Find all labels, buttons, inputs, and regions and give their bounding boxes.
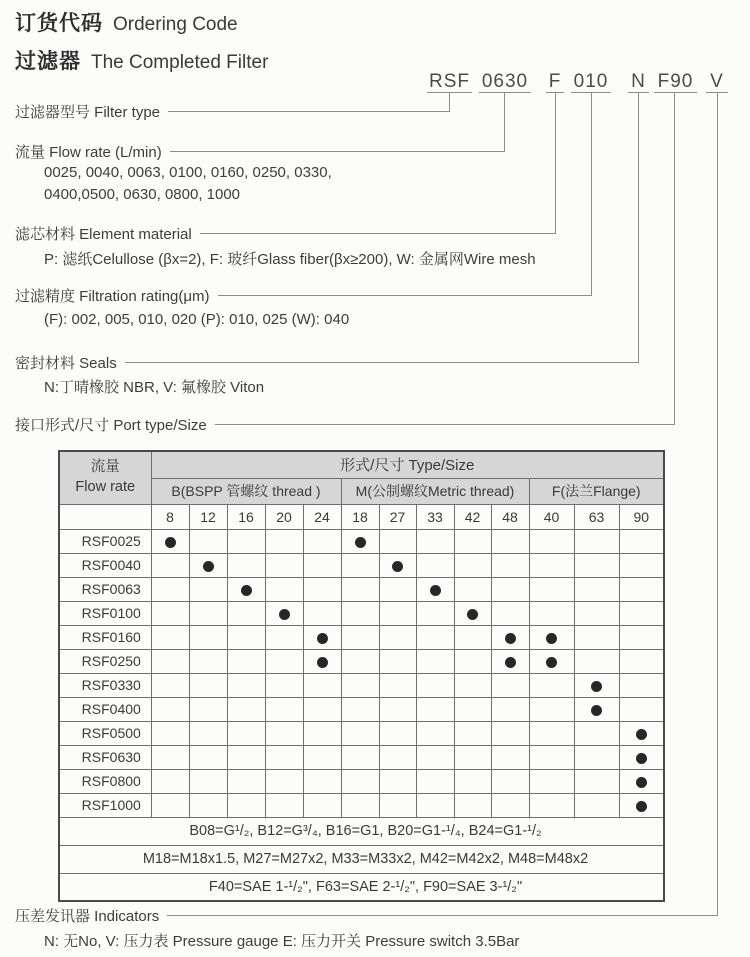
availability-cell [151,721,189,745]
size-cell: 48 [491,504,529,529]
availability-dot [317,633,328,644]
availability-cell [619,697,664,721]
availability-dot [317,657,328,668]
code-part-N: N [628,71,649,93]
availability-cell [341,745,379,769]
availability-cell [416,553,454,577]
model-cell: RSF0100 [59,601,151,625]
availability-cell [265,601,303,625]
availability-cell [265,625,303,649]
availability-cell [619,673,664,697]
availability-dot [203,561,214,572]
table-row [59,673,664,697]
availability-dot [636,753,647,764]
code-part-0630: 0630 [479,71,531,93]
availability-cell [491,769,529,793]
availability-cell [529,673,574,697]
availability-cell [619,577,664,601]
availability-cell [619,529,664,553]
availability-dot [392,561,403,572]
availability-cell [379,697,416,721]
availability-cell [227,745,265,769]
availability-cell [416,577,454,601]
availability-dot [636,729,647,740]
availability-cell [303,769,341,793]
footnote-row [59,845,664,873]
availability-cell [303,601,341,625]
availability-cell [379,577,416,601]
availability-cell [454,697,491,721]
availability-cell [189,673,227,697]
availability-cell [265,553,303,577]
flow-rate-values-line1: 0025, 0040, 0063, 0100, 0160, 0250, 0330, [44,164,332,181]
availability-cell [529,553,574,577]
availability-cell [529,577,574,601]
availability-cell [454,649,491,673]
model-cell: RSF0800 [59,769,151,793]
footnote-text: M18=M18x1.5, M27=M27x2, M33=M33x2, M42=M42x2, M48=M48x2 [59,845,664,873]
availability-cell [341,649,379,673]
availability-cell [619,745,664,769]
model-cell: RSF0063 [59,577,151,601]
availability-cell [303,793,341,817]
availability-cell [491,745,529,769]
availability-cell [341,697,379,721]
group-header-flange: F(法兰Flange) [529,478,664,504]
model-cell: RSF0040 [59,553,151,577]
availability-cell [379,769,416,793]
connector-line-element-material [555,93,556,233]
availability-cell [189,649,227,673]
availability-cell [303,721,341,745]
legend-port-type [15,414,675,434]
availability-cell [151,625,189,649]
availability-cell [265,529,303,553]
availability-cell [574,745,619,769]
code-part-010: 010 [571,71,611,93]
availability-cell [189,721,227,745]
availability-cell [227,793,265,817]
availability-cell [454,577,491,601]
availability-cell [529,601,574,625]
availability-cell [303,625,341,649]
availability-cell [574,721,619,745]
availability-cell [151,577,189,601]
availability-cell [574,769,619,793]
element-material-options: P: 滤纸Celullose (βx=2), F: 玻纤Glass fiber(βx≥200), W: 金属网Wire mesh [44,251,536,268]
availability-cell [341,529,379,553]
legend-seals [15,352,639,372]
availability-cell [151,601,189,625]
code-part-F90: F90 [654,71,697,93]
filtration-rating-options: (F): 002, 005, 010, 020 (P): 010, 025 (W): 040 [44,311,350,328]
availability-dot [430,585,441,596]
availability-cell [619,769,664,793]
availability-cell [151,529,189,553]
availability-cell [265,673,303,697]
availability-cell [574,793,619,817]
connector-line-port-type [674,93,675,424]
availability-cell [379,553,416,577]
availability-cell [341,721,379,745]
availability-cell [151,673,189,697]
availability-cell [341,625,379,649]
table-row [59,601,664,625]
availability-cell [303,553,341,577]
legend-rule [168,111,450,112]
product-title-zh: 过滤器 [15,50,81,73]
size-header-blank-cell [59,504,151,529]
availability-cell [454,601,491,625]
section-title [15,7,238,37]
availability-cell [341,793,379,817]
availability-cell [619,649,664,673]
availability-dot [591,681,602,692]
code-part-RSF: RSF [429,71,470,92]
connector-line-indicators [717,93,718,915]
availability-cell [227,649,265,673]
availability-cell [416,697,454,721]
availability-cell [303,649,341,673]
legend-label: 过滤精度 Filtration rating(μm) [15,287,210,305]
size-cell: 33 [416,504,454,529]
footnote-row [59,873,664,901]
size-cell: 24 [303,504,341,529]
availability-cell [227,601,265,625]
table-row [59,769,664,793]
availability-dot [546,633,557,644]
availability-cell [529,793,574,817]
availability-cell [574,673,619,697]
availability-cell [341,577,379,601]
availability-cell [416,601,454,625]
availability-cell [491,721,529,745]
connector-line-seals [638,93,639,362]
legend-label: 密封材料 Seals [15,354,117,372]
availability-cell [491,601,529,625]
availability-cell [151,553,189,577]
size-header-row [59,504,664,529]
legend-filtration-rating [15,285,592,305]
availability-cell [189,793,227,817]
availability-dot [467,609,478,620]
availability-cell [227,625,265,649]
legend-label: 滤芯材料 Element material [15,225,192,243]
availability-dot [546,657,557,668]
availability-cell [379,529,416,553]
availability-cell [189,529,227,553]
availability-dot [505,657,516,668]
availability-cell [303,673,341,697]
seals-options: N:丁晴橡胶 NBR, V: 氟橡胶 Viton [44,379,265,396]
availability-cell [574,577,619,601]
availability-cell [454,553,491,577]
legend-label: 接口形式/尺寸 Port type/Size [15,416,207,434]
availability-cell [416,769,454,793]
availability-dot [591,705,602,716]
availability-cell [189,697,227,721]
availability-cell [265,745,303,769]
size-cell: 8 [151,504,189,529]
availability-cell [491,553,529,577]
availability-cell [529,769,574,793]
product-title [15,45,268,75]
availability-cell [227,673,265,697]
availability-cell [491,697,529,721]
model-cell: RSF0500 [59,721,151,745]
code-part-F: F [546,71,564,93]
size-cell: 16 [227,504,265,529]
table-row [59,793,664,817]
flow-rate-values-line2: 0400,0500, 0630, 0800, 1000 [44,186,241,203]
availability-cell [491,625,529,649]
availability-cell [303,697,341,721]
size-cell: 40 [529,504,574,529]
table-row [59,553,664,577]
group-header-bspp: B(BSPP 管螺纹 thread ) [151,478,341,504]
availability-cell [379,793,416,817]
footnote-text: B08=G¹/₂, B12=G³/₄, B16=G1, B20=G1-¹/₄, B24=G1-¹/₂ [59,817,664,845]
availability-cell [454,529,491,553]
model-cell: RSF0025 [59,529,151,553]
availability-cell [619,625,664,649]
availability-cell [189,577,227,601]
availability-cell [189,625,227,649]
availability-dot [355,537,366,548]
availability-cell [341,769,379,793]
connector-line-filtration-rating [591,93,592,295]
availability-cell [151,769,189,793]
legend-element-material [15,223,556,243]
model-cell: RSF0160 [59,625,151,649]
legend-rule [215,424,675,425]
availability-cell [265,769,303,793]
model-cell: RSF0630 [59,745,151,769]
size-cell: 63 [574,504,619,529]
availability-cell [227,577,265,601]
availability-dot [636,777,647,788]
code-part-V: V [706,71,728,93]
footnote-text: F40=SAE 1-¹/₂", F63=SAE 2-¹/₂", F90=SAE 3-¹/₂" [59,873,664,901]
availability-cell [227,529,265,553]
legend-label: 流量 Flow rate (L/min) [15,143,162,161]
model-cell: RSF0400 [59,697,151,721]
model-cell: RSF0330 [59,673,151,697]
availability-cell [416,673,454,697]
availability-cell [341,601,379,625]
availability-cell [454,793,491,817]
availability-cell [574,625,619,649]
group-header-metric: M(公制螺纹Metric thread) [341,478,529,504]
flow-rate-header-en: Flow rate [75,478,136,495]
availability-cell [151,793,189,817]
model-cell: RSF0250 [59,649,151,673]
availability-cell [454,745,491,769]
availability-cell [529,697,574,721]
section-title-zh: 订货代码 [15,12,103,35]
availability-cell [341,673,379,697]
port-size-table [58,450,665,902]
table-row [59,529,664,553]
availability-cell [151,745,189,769]
availability-cell [303,577,341,601]
availability-cell [416,529,454,553]
legend-label: 过滤器型号 Filter type [15,103,161,121]
legend-filter-type [15,101,450,121]
availability-cell [379,721,416,745]
availability-cell [491,673,529,697]
availability-cell [574,529,619,553]
availability-cell [491,577,529,601]
availability-dot [505,633,516,644]
indicators-options: N: 无No, V: 压力表 Pressure gauge E: 压力开关 Pressure switch 3.5Bar [44,933,520,950]
availability-cell [454,673,491,697]
footnote-row [59,817,664,845]
availability-cell [491,793,529,817]
availability-cell [454,625,491,649]
availability-cell [491,529,529,553]
availability-cell [151,697,189,721]
availability-cell [379,673,416,697]
availability-cell [491,649,529,673]
legend-rule [125,362,639,363]
availability-cell [303,529,341,553]
availability-cell [265,721,303,745]
availability-cell [454,769,491,793]
availability-cell [379,601,416,625]
availability-cell [265,649,303,673]
table-row [59,649,664,673]
availability-cell [574,601,619,625]
availability-cell [529,745,574,769]
size-cell: 27 [379,504,416,529]
table-row [59,721,664,745]
legend-flow-rate [15,141,505,161]
availability-cell [454,721,491,745]
legend-rule [218,295,592,296]
availability-cell [619,601,664,625]
availability-cell [227,721,265,745]
table-row [59,697,664,721]
availability-cell [619,553,664,577]
availability-cell [227,697,265,721]
availability-cell [529,529,574,553]
availability-cell [529,625,574,649]
availability-cell [619,793,664,817]
availability-cell [416,745,454,769]
table-row [59,577,664,601]
availability-cell [189,601,227,625]
size-cell: 90 [619,504,664,529]
availability-cell [416,649,454,673]
availability-cell [189,769,227,793]
availability-cell [529,649,574,673]
availability-cell [416,721,454,745]
legend-rule [200,233,556,234]
availability-cell [265,793,303,817]
availability-cell [529,721,574,745]
size-cell: 18 [341,504,379,529]
availability-cell [416,793,454,817]
availability-cell [341,553,379,577]
model-cell: RSF1000 [59,793,151,817]
availability-cell [619,721,664,745]
size-cell: 20 [265,504,303,529]
availability-cell [303,745,341,769]
availability-cell [151,649,189,673]
legend-indicators [15,905,718,925]
availability-cell [227,769,265,793]
legend-label: 压差发讯器 Indicators [15,907,160,925]
flow-rate-header-zh: 流量 [90,459,120,476]
availability-cell [574,649,619,673]
availability-cell [416,625,454,649]
section-title-en: Ordering Code [113,14,238,35]
product-title-en: The Completed Filter [91,52,269,73]
availability-cell [189,553,227,577]
type-size-header: 形式/尺寸 Type/Size [151,451,664,478]
availability-cell [227,553,265,577]
size-cell: 42 [454,504,491,529]
availability-cell [379,745,416,769]
availability-cell [574,553,619,577]
availability-cell [265,697,303,721]
availability-cell [574,697,619,721]
availability-dot [241,585,252,596]
availability-cell [189,745,227,769]
size-cell: 12 [189,504,227,529]
flow-rate-header [59,451,151,504]
availability-cell [379,625,416,649]
availability-dot [165,537,176,548]
availability-cell [379,649,416,673]
availability-dot [279,609,290,620]
legend-rule [167,915,718,916]
table-row [59,745,664,769]
availability-dot [636,801,647,812]
availability-cell [265,577,303,601]
table-row [59,625,664,649]
legend-rule [170,151,505,152]
